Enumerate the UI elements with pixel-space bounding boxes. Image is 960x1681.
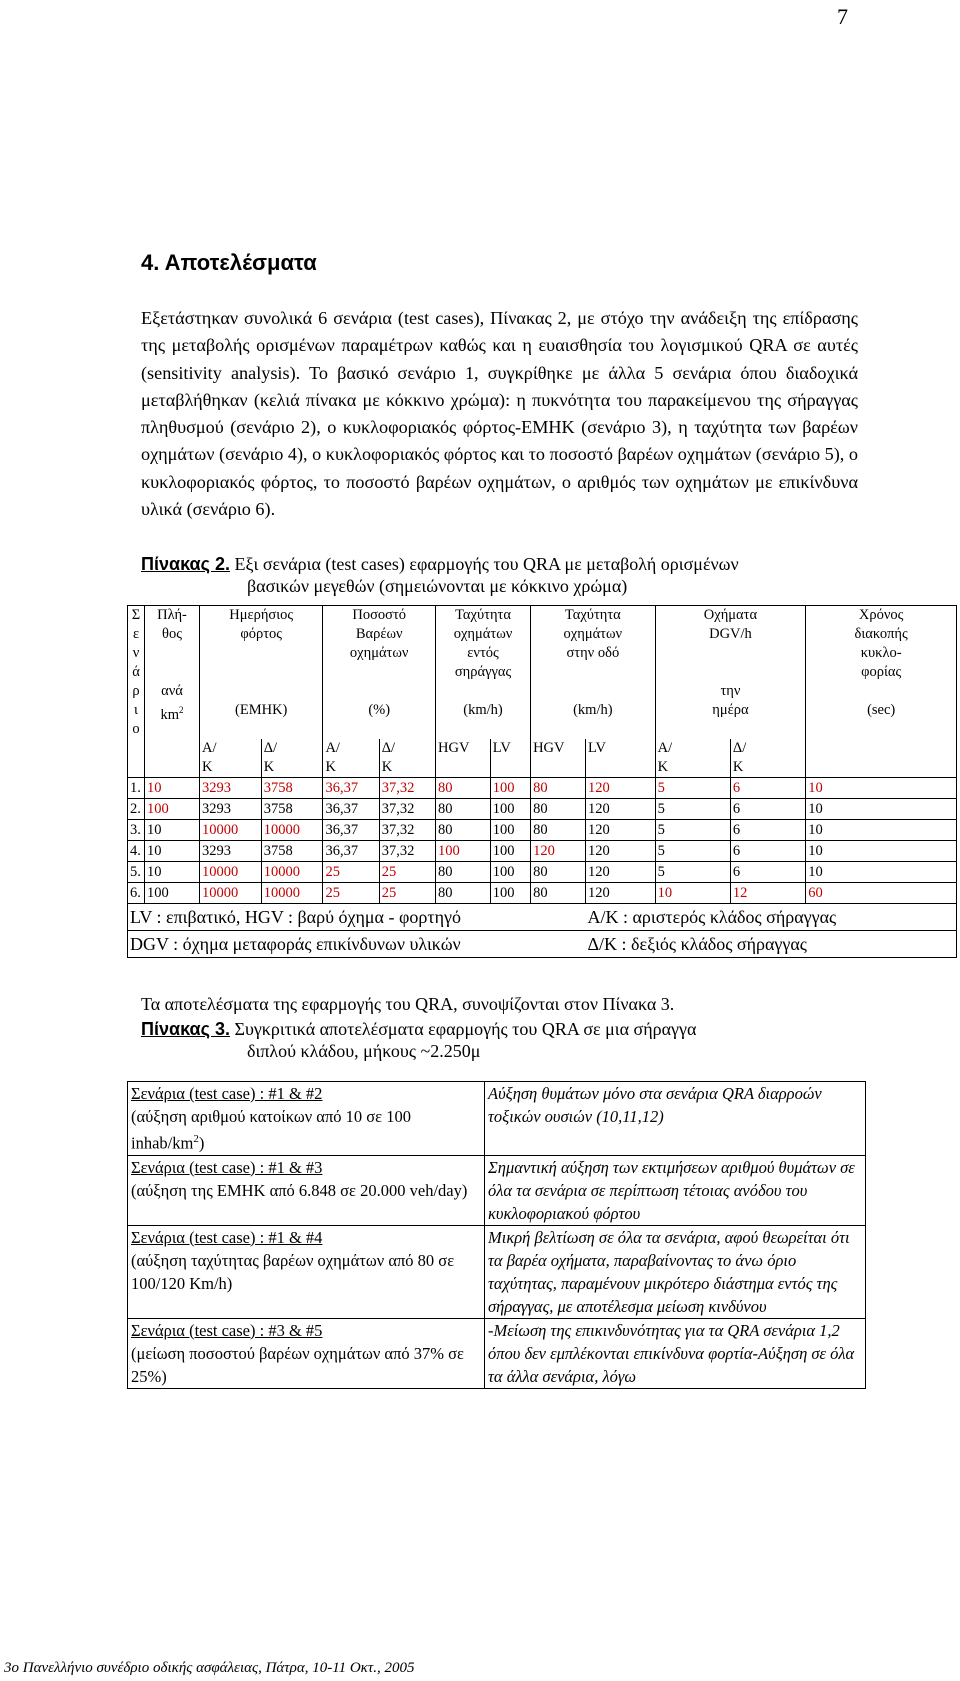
table-row: 3. 10 10000 10000 36,37 37,32 80 100 80 120 5 6 10: [128, 820, 957, 841]
table2-caption-line1: Εξι σενάρια (test cases) εφαρμογής του QRA με μεταβολή ορισμένων: [234, 554, 739, 574]
legend-vehicles: LV : επιβατικό, HGV : βαρύ όχημα - φορτηγό: [128, 904, 586, 931]
table-row: Σενάρια (test case) : #1 & #4 (αύξηση ταχύτητας βαρέων οχημάτων από 80 σε 100/120 Km/h) Μικρή βελτίωση σε όλα τα σενάρια, αφού θεωρείται ότι τα βαρέα οχήματα, παραβαίνοντας το άνω όριο ταχύτητας, παραμένουν μικρότερο διάστημα εντός της σήραγγας, με αποτέλεσμα μείωση κινδύνου: [128, 1225, 866, 1318]
table2-subheader-row: Α/ Κ Δ/ Κ Α/ Κ Δ/ Κ HGV LV HGV LV Α/ Κ Δ/ Κ: [128, 739, 957, 778]
intro-paragraph: Εξετάστηκαν συνολικά 6 σενάρια (test cases), Πίνακας 2, με στόχο την ανάδειξη της επίδρασης της μεταβολής ορισμένων παραμέτρων καθώς και η ευαισθησία του λογισμικού QRA σε αυτές (sensitivity analysis). Το βασικό σενάριο 1, συγκρίθηκε με άλλα 5 σενάρια όπου διαδοχικά μεταβλήθηκαν (κελιά πίνακα με κόκκινο χρώμα): η πυκνότητα του παρακείμενου της σήραγγας πληθυσμού (σενάριο 2), ο κυκλοφοριακός φόρτος-ΕΜΗΚ (σενάριο 3), η ταχύτητα των βαρέων οχημάτων (σενάριο 4), ο κυκλοφοριακός φόρτος και το ποσοστό βαρέων οχημάτων (σενάριο 5), ο κυκλοφοριακός φόρτος, το ποσοστό βαρέων οχημάτων, ο αριθμός των οχημάτων με επικίνδυνα υλικά (σενάριο 6).: [141, 308, 858, 520]
page-number: 7: [837, 4, 848, 29]
table-row: Σενάρια (test case) : #1 & #2 (αύξηση αριθμού κατοίκων από 10 σε 100 inhab/$km^2$) Αύξηση θυμάτων μόνο στα σενάρια QRA διαρροών τοξικών ουσιών (10,11,12): [128, 1082, 866, 1156]
table-row: 1. 10 3293 3758 36,37 37,32 80 100 80 120 5 6 10: [128, 778, 957, 799]
table-row: 5. 10 10000 10000 25 25 80 100 80 120 5 6 10: [128, 862, 957, 883]
legend-dgv: DGV : όχημα μεταφοράς επικίνδυνων υλικών: [128, 931, 586, 958]
header-stoppage: Χρόνος διακοπής κυκλο- φορίας (sec): [806, 606, 957, 778]
scenarios-table: [127, 605, 957, 958]
table3-caption-line1: Συγκριτικά αποτελέσματα εφαρμογής του QRA σε μια σήραγγα: [234, 1019, 697, 1039]
table3-caption-label: Πίνακας 3.: [141, 1019, 230, 1039]
table2-caption: [141, 553, 739, 597]
legend-right-branch: Δ/Κ : δεξιός κλάδος σήραγγας: [585, 931, 956, 958]
table-row: 4. 10 3293 3758 36,37 37,32 100 100 120 120 5 6 10: [128, 841, 957, 862]
comparison-table: [127, 1081, 866, 1389]
header-heavy-share: Ποσοστό Βαρέων οχημάτων (%): [323, 606, 436, 740]
table2-legend-row: [128, 931, 957, 958]
header-traffic: Ημερήσιος φόρτος (ΕΜΗΚ): [200, 606, 323, 740]
table-row: Σενάρια (test case) : #3 & #5 (μείωση ποσοστού βαρέων οχημάτων από 37% σε 25%) -Μείωση της επικινδυνότητας για τα QRA σενάρια 1,2 όπου δεν εμπλέκονται επικίνδυνα φορτία-Αύξηση σε όλα τα άλλα σενάρια, λόγω: [128, 1318, 866, 1388]
header-speed-road: Ταχύτητα οχημάτων στην οδό (km/h): [531, 606, 656, 740]
table2-header-row: [128, 606, 957, 740]
header-population: Πλή- θος ανά $km^2$: [145, 606, 200, 778]
header-dgv: Οχήματα DGV/h την ημέρα: [655, 606, 806, 740]
header-speed-tunnel: Ταχύτητα οχημάτων εντός σηράγγας (km/h): [436, 606, 531, 740]
header-scenario: Σ ε ν ά ρ ι ο: [128, 606, 145, 778]
table-row: 2. 100 3293 3758 36,37 37,32 80 100 80 120 5 6 10: [128, 799, 957, 820]
summary-sentence: Τα αποτελέσματα της εφαρμογής του QRA, συνοψίζονται στον Πίνακα 3.: [141, 994, 675, 1014]
table2-caption-label: Πίνακας 2.: [141, 554, 230, 574]
table-row: 6. 100 10000 10000 25 25 80 100 80 120 10 12 60: [128, 883, 957, 904]
table3-caption: [141, 1018, 696, 1062]
footer: 3ο Πανελλήνιο συνέδριο οδικής ασφάλειας, Πάτρα, 10-11 Οκτ., 2005: [4, 1660, 415, 1676]
legend-left-branch: Α/Κ : αριστερός κλάδος σήραγγας: [585, 904, 956, 931]
table3-caption-line2: διπλού κλάδου, μήκους ~2.250μ: [247, 1041, 481, 1061]
table2-caption-line2: βασικών μεγεθών (σημειώνονται με κόκκινο χρώμα): [247, 576, 628, 596]
section-heading: 4. Αποτελέσματα: [141, 250, 317, 275]
table2-legend-row: [128, 904, 957, 931]
table-row: Σενάρια (test case) : #1 & #3 (αύξηση της ΕΜΗΚ από 6.848 σε 20.000 veh/day) Σημαντική αύξηση των εκτιμήσεων αριθμού θυμάτων σε όλα τα σενάρια σε περίπτωση τέτοιας ανόδου του κυκλοφοριακού φόρτου: [128, 1155, 866, 1225]
